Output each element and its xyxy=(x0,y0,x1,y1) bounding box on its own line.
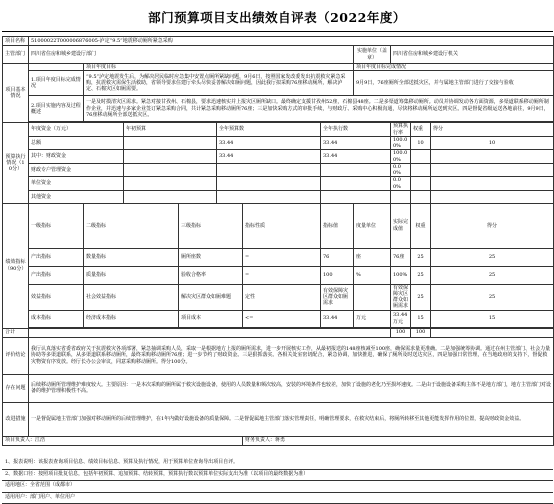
funds-executed: 33.44 xyxy=(321,136,391,150)
funds-score xyxy=(431,177,554,191)
ind-l1: 产出指标 xyxy=(29,248,84,266)
ind-value: 100 xyxy=(321,266,354,284)
evaluation-label: 评价结论 xyxy=(3,337,29,374)
ind-header-5: 度量单位 xyxy=(354,203,391,248)
indicator-row xyxy=(3,310,554,327)
ind-unit: 座 xyxy=(354,248,391,266)
funds-initial xyxy=(124,150,217,164)
ind-l1: 成本指标 xyxy=(29,310,84,327)
ind-l3: 解决灾区群众如厕难题 xyxy=(179,284,243,310)
implementing-unit-value: 四川省住房和城乡建设厅机关 xyxy=(391,46,554,64)
funds-row xyxy=(3,163,554,177)
ind-score: 25 xyxy=(431,284,554,310)
done-column-header: 项目年度目标完成情况 xyxy=(354,64,554,71)
indicators-header-row xyxy=(3,203,554,248)
funds-weight: 10 xyxy=(411,136,431,150)
page-title: 部门预算项目支出绩效自评表（2022年度） xyxy=(0,8,554,26)
ind-header-2: 三级指标 xyxy=(179,203,243,248)
funds-full-year xyxy=(217,190,321,203)
funds-weight xyxy=(411,150,431,164)
funds-full-year xyxy=(217,163,321,177)
ind-actual: 有效保障灾区群众如厕需求 xyxy=(391,284,411,310)
ind-l3: 验收合格率 xyxy=(179,266,243,284)
funds-initial xyxy=(124,190,217,203)
issues-row xyxy=(3,374,554,402)
funds-row-label: 其中：财政资金 xyxy=(29,150,124,164)
funds-row-label: 财政专户管理资金 xyxy=(29,163,124,177)
ind-l1: 效益指标 xyxy=(29,284,84,310)
total-label: 合计 xyxy=(3,328,29,337)
ind-l3: 项目成本 xyxy=(179,310,243,327)
ind-score: 25 xyxy=(431,266,554,284)
target-column-header: 项目年度目标 xyxy=(84,64,354,71)
department-label: 主管部门 xyxy=(3,46,29,64)
improvements-label: 改进措施 xyxy=(3,402,29,436)
title-divider xyxy=(2,31,553,32)
basic-row-2 xyxy=(3,96,554,122)
ind-actual: 33.44万元 xyxy=(391,310,411,327)
funds-header-2: 全年预算数 xyxy=(217,123,321,137)
funds-row-label: 其他资金 xyxy=(29,190,124,203)
project-leader xyxy=(3,436,243,445)
funds-score xyxy=(431,163,554,177)
ind-score: 15 xyxy=(431,310,554,327)
issues-label: 存在问题 xyxy=(3,374,29,402)
total-score: 100 xyxy=(411,328,431,337)
basic-row2-label: 2.项目实施内容及过程概述 xyxy=(29,96,84,122)
ind-weight: 25 xyxy=(411,284,431,310)
department-value: 四川省住房和城乡建设厅部门 xyxy=(29,46,354,64)
project-name-value: 51000022T000006876005-泸定“9.5”地震移动厕所紧急采购 xyxy=(29,37,554,46)
ind-score: 25 xyxy=(431,248,554,266)
finance-leader xyxy=(243,436,554,445)
ind-value: 有效保障灾区群众如厕需求 xyxy=(321,284,354,310)
ind-nature: 定性 xyxy=(243,284,321,310)
funds-row xyxy=(3,177,554,191)
funds-header-1: 年初预算 xyxy=(124,123,217,137)
funds-score: 10 xyxy=(431,136,554,150)
basic-row1-target: “9.5”泸定地震发生后，为解决居民临时应急集中安置点厕所紧缺问题，9月6日，按照国家发改委发出抗震救灾紧急采购，抗震救灾需保生活救助，省领导要求住建厅牵头尽快妥善解决如厕问题，因此我厅拟采购76座移动厕所，解决泸定、石棉灾区如厕需要。 xyxy=(84,71,354,96)
improvements-text: 一是督促属地主管部门加强对移动厕所的后续管理维护，在1年内做好设施设备的质量保障。二是督促属地主管部门落实管理责任，明确管理要求，在救灾结束后，将厕所转移至其他更能发挥作用的位置，提高财政资金效益。 xyxy=(29,402,554,436)
funds-rate: 0.00% xyxy=(391,163,411,177)
funds-initial xyxy=(124,177,217,191)
basic-row1-label: 1.项目年度目标完成情况 xyxy=(29,71,84,96)
finance-leader-label: 财务负责人： xyxy=(245,437,275,443)
ind-unit xyxy=(354,284,391,310)
funds-full-year: 33.44 xyxy=(217,150,321,164)
ind-nature: = xyxy=(243,266,321,284)
project-leader-label: 项目负责人： xyxy=(5,437,35,443)
total-weight: 100 xyxy=(391,328,411,337)
project-name-label: 项目名称 xyxy=(3,37,29,46)
funds-weight xyxy=(411,177,431,191)
total-row xyxy=(3,328,554,337)
indicator-row xyxy=(3,266,554,284)
implementing-unit-label: 实施单位（盖章） xyxy=(354,46,391,64)
funds-score xyxy=(431,190,554,203)
funds-rate: 0.00% xyxy=(391,177,411,191)
funds-header-4: 预算执行率 xyxy=(391,123,411,137)
basic-row2-text: 一是及时摸清灾区需求。紧急对接甘孜州、石棉县，要求迅速核实并上报灾区厕所缺口。最终确定支援甘孜州52座，石棉县48座。二是多渠道筹集移动厕所。动员并协调发动各方面资源，多渠道联系移动厕所制作企业，并迅速与多家企业签订紧急采购合同，共计紧急采购移动厕所76座；三是加快采购方式的审批手续，与财政厅、采购中心积极沟通，尽快将移动厕所运送到灾区。四是督促省级运送各地前往，9月9日，76座移动厕所全部送抵灾区。 xyxy=(84,96,554,122)
project-leader-name: 江浩 xyxy=(35,437,45,443)
ind-actual: 100% xyxy=(391,266,411,284)
finance-leader-name: 蒋勇 xyxy=(275,437,285,443)
funds-header-6: 得分 xyxy=(431,123,554,137)
basic-section-label: 项目基本情况 xyxy=(3,64,29,123)
funds-header-row xyxy=(3,123,554,137)
funds-score xyxy=(431,150,554,164)
funds-full-year: 33.44 xyxy=(217,136,321,150)
basic-header-row xyxy=(3,64,554,71)
funds-weight xyxy=(411,163,431,177)
issues-text: 后续移动厕所管理维护难度较大。主要原因：一是本次采购的厕所属于救灾设施设备，使用的人员数量和频次较高，安装的环境条件也较差，加快了设施的老化乃至损坏速度。二是由于设施设备采购主体不是地方部门，地方主管部门对设备的维护管理积极性不高。 xyxy=(29,374,554,402)
ind-l1: 产出指标 xyxy=(29,266,84,284)
funds-rate xyxy=(391,190,411,203)
ind-l2: 质量指标 xyxy=(84,266,179,284)
ind-nature: <= xyxy=(243,310,321,327)
funds-executed: 33.44 xyxy=(321,150,391,164)
ind-header-4: 指标值 xyxy=(321,203,354,248)
ind-value: 76 xyxy=(321,248,354,266)
funds-initial xyxy=(124,136,217,150)
ind-header-1: 二级指标 xyxy=(84,203,179,248)
basic-row-1 xyxy=(3,71,554,96)
funds-row-label: 单位资金 xyxy=(29,177,124,191)
basic-row1-done: 9月9日，76座厕所全部送抵灾区，并与属地主管部门进行了交接与验收 xyxy=(354,71,554,96)
ind-header-8: 得分 xyxy=(431,203,554,248)
funds-executed xyxy=(321,177,391,191)
ind-header-3: 指标性质 xyxy=(243,203,321,248)
indicators-section-label: 绩效指标（90分） xyxy=(3,203,29,328)
funds-header-3: 全年执行数 xyxy=(321,123,391,137)
note-item: 适用用户：部门用户、单位用户 xyxy=(2,493,553,504)
evaluation-text: 我厅认真落实省委省政府关于抗震救灾各项部署，紧急抽调采购人员，采取一是根据地方上报的厕所需求，进一步开展核实工作，从最初报送的148座核减至100座，确保需求量更准确。二是加强统筹协调。通过在州主管部门、社会力量协助等多渠道联系，从多渠道联系移动厕所，最终采购移动厕所76座；进一步节约了财政资金。三是狠抓落实。各相关处室密切配合，紧急协调，加快推进，确保了厕所及时送达灾区，四是加强日常管理，在当地政府的支持下，督促救灾物资有序发放。经厅长办公会审议，同意采购移动厕所。得分100分。 xyxy=(29,337,554,374)
funds-row xyxy=(3,190,554,203)
ind-value: 33.44 xyxy=(321,310,354,327)
ind-actual: 76座 xyxy=(391,248,411,266)
ind-weight: 15 xyxy=(411,310,431,327)
funds-row xyxy=(3,150,554,164)
funds-rate: 100.00% xyxy=(391,136,411,150)
ind-l2: 社会效益指标 xyxy=(84,284,179,310)
ind-weight: 25 xyxy=(411,248,431,266)
funds-section-label: 预算执行情况（10分） xyxy=(3,123,29,204)
funds-full-year xyxy=(217,177,321,191)
funds-header-0: 年度资金（万元） xyxy=(29,123,124,137)
note-item: 2、数据口径：按照项目批复信息，包括年初预算、追加预算、结转预算，预算执行数以预算单位实际支出为准（以项目的最终数据为准） xyxy=(2,470,553,482)
funds-executed xyxy=(321,163,391,177)
ind-nature: = xyxy=(243,248,321,266)
project-name-row xyxy=(3,37,554,46)
ind-l3: 厕所座数 xyxy=(179,248,243,266)
ind-header-0: 一级指标 xyxy=(29,203,84,248)
improvements-row xyxy=(3,402,554,436)
signature-row xyxy=(3,436,554,445)
ind-l2: 数量指标 xyxy=(84,248,179,266)
evaluation-table xyxy=(2,36,554,446)
note-item: 适用地区：全省范围（成都市） xyxy=(2,481,553,493)
funds-initial xyxy=(124,163,217,177)
evaluation-row xyxy=(3,337,554,374)
note-item: 1、报表说明：该报表查询项目信息、绩效目标信息、预算及执行情况，用于预算单位查询导出项目自评。 xyxy=(2,458,553,470)
ind-header-6: 实际完成值 xyxy=(391,203,411,248)
department-row xyxy=(3,46,554,64)
funds-weight xyxy=(411,190,431,203)
funds-executed xyxy=(321,190,391,203)
ind-l2: 经济成本指标 xyxy=(84,310,179,327)
indicator-row xyxy=(3,248,554,266)
funds-row xyxy=(3,136,554,150)
funds-row-label: 总额 xyxy=(29,136,124,150)
ind-header-7: 权重 xyxy=(411,203,431,248)
indicator-row xyxy=(3,284,554,310)
ind-weight: 25 xyxy=(411,266,431,284)
ind-unit: % xyxy=(354,266,391,284)
funds-rate: 100.00% xyxy=(391,150,411,164)
ind-unit: 万元 xyxy=(354,310,391,327)
notes-block xyxy=(2,458,553,504)
funds-header-5: 权重 xyxy=(411,123,431,137)
